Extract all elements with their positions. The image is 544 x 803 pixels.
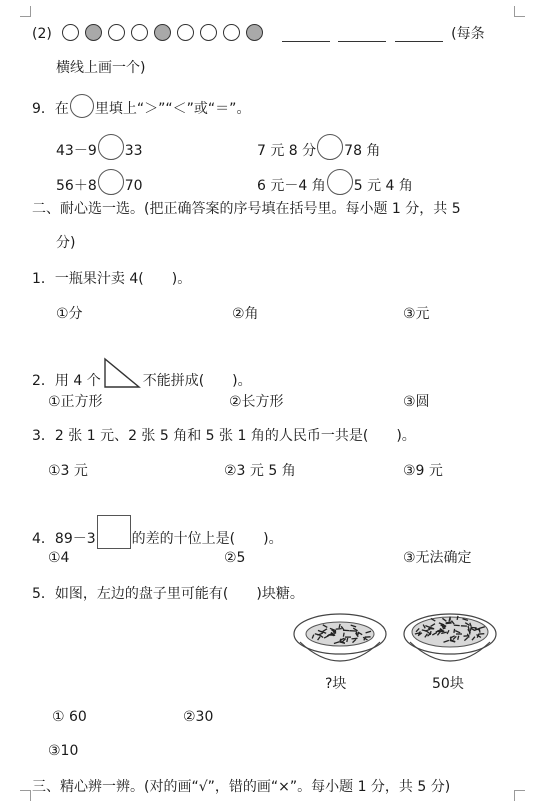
circle-sequence: [62, 26, 269, 42]
answer-blank[interactable]: [338, 25, 386, 42]
filled-circle-icon: [154, 24, 171, 41]
option[interactable]: ① 60: [52, 709, 87, 725]
question-stem: [32, 515, 283, 549]
empty-circle-icon: [108, 24, 125, 41]
q2-circles-row: [32, 24, 485, 44]
q9-item-right: 33: [124, 143, 143, 159]
candy-plate-right: [400, 612, 500, 672]
option[interactable]: ③10: [48, 743, 79, 759]
comparison-circle[interactable]: [317, 134, 343, 160]
section2-heading: 二、耐心选一选。(把正确答案的序号填在括号里。每小题 1 分，共 5: [32, 201, 461, 217]
option[interactable]: ③无法确定: [403, 550, 472, 566]
q2-instruction-a: (每条: [451, 26, 485, 42]
q2-number: (2): [32, 26, 52, 42]
section3-heading: 三、精心辨一辨。(对的画“√”，错的画“×”。每小题 1 分，共 5 分): [32, 779, 451, 795]
q9-title-b: 里填上“＞”“＜”或“＝”。: [94, 101, 251, 117]
option[interactable]: ①4: [48, 550, 70, 566]
q9-item-left: 7 元 8 分: [257, 143, 317, 159]
q9-item-right: 5 元 4 角: [353, 178, 413, 194]
option[interactable]: ②30: [183, 709, 214, 725]
q9-item-left: 56＋8: [56, 178, 97, 194]
comparison-circle[interactable]: [98, 134, 124, 160]
q9-item-right: 78 角: [344, 143, 381, 159]
filled-circle-icon: [85, 24, 102, 41]
option[interactable]: ②角: [232, 306, 259, 322]
q9-title-a: 9．在: [32, 101, 69, 117]
q9-item: [56, 134, 143, 161]
comparison-circle[interactable]: [98, 169, 124, 195]
plate-label-left: ?块: [325, 676, 347, 692]
section2-heading-cont: 分): [56, 235, 76, 251]
question-stem-b: 不能拼成( )。: [142, 373, 252, 389]
corner-mark-top-left: [20, 6, 31, 17]
q9-item-left: 6 元－4 角: [257, 178, 326, 194]
option[interactable]: ③元: [403, 306, 430, 322]
option[interactable]: ③9 元: [403, 463, 443, 479]
q9-item-left: 43－9: [56, 143, 97, 159]
empty-circle-icon: [200, 24, 217, 41]
comparison-circle[interactable]: [327, 169, 353, 195]
option[interactable]: ②5: [224, 550, 246, 566]
q2-instruction-b: 横线上画一个): [56, 60, 146, 76]
candy-mark: [457, 616, 458, 620]
candy-mark: [454, 629, 455, 633]
corner-mark-bottom-right: [514, 790, 525, 801]
option[interactable]: ②长方形: [229, 394, 284, 410]
option[interactable]: ②3 元 5 角: [224, 463, 296, 479]
question-stem: 1．一瓶果汁卖 4( )。: [32, 271, 192, 287]
question-stem-b: 的差的十位上是( )。: [131, 531, 283, 547]
filled-circle-icon: [246, 24, 263, 41]
q9-item: [56, 169, 143, 196]
corner-mark-top-right: [514, 6, 525, 17]
question-stem: 3．2 张 1 元、2 张 5 角和 5 张 1 角的人民币一共是( )。: [32, 428, 416, 444]
empty-circle-icon: [177, 24, 194, 41]
question-stem: 5．如图，左边的盘子里可能有( )块糖。: [32, 586, 304, 602]
candy-mark: [336, 629, 342, 630]
empty-circle-icon: [131, 24, 148, 41]
option[interactable]: ①3 元: [48, 463, 88, 479]
candy-mark: [347, 638, 348, 642]
question-stem-a: 4．89－3: [32, 531, 96, 547]
option[interactable]: ③圆: [403, 394, 430, 410]
empty-circle-icon: [223, 24, 240, 41]
answer-blank[interactable]: [395, 25, 443, 42]
candy-mark: [454, 625, 460, 626]
option[interactable]: ①分: [56, 306, 83, 322]
plate-label-right: 50块: [432, 676, 464, 692]
digit-box[interactable]: [97, 515, 131, 549]
answer-blank[interactable]: [282, 25, 330, 42]
q9-item: [257, 169, 413, 196]
triangle-icon: [102, 357, 142, 389]
q9-item: [257, 134, 380, 161]
q9-item-right: 70: [124, 178, 143, 194]
candy-mark: [469, 631, 470, 635]
candy-mark: [471, 627, 477, 628]
candy-mark: [343, 633, 344, 637]
empty-circle-icon: [62, 24, 79, 41]
candy-mark: [352, 638, 358, 639]
question-stem: [32, 357, 252, 391]
candy-mark: [446, 622, 452, 623]
question-stem-a: 2．用 4 个: [32, 373, 101, 389]
corner-mark-bottom-left: [20, 790, 31, 801]
option[interactable]: ①正方形: [48, 394, 103, 410]
candy-plate-left: [290, 612, 390, 672]
q9-title: [32, 94, 250, 119]
blank-circle-icon: [70, 94, 94, 118]
